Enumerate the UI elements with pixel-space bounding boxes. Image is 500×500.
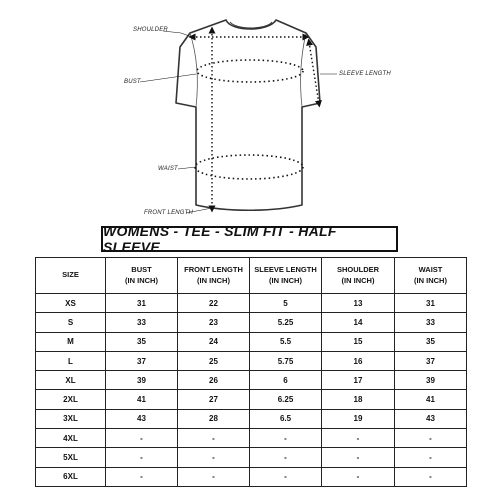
tshirt-illustration — [0, 0, 500, 222]
waist-measure-ellipse — [195, 155, 303, 179]
cell-size: XS — [36, 294, 106, 313]
header-shoulder: SHOULDER (IN INCH) — [322, 258, 395, 294]
cell-bust: - — [106, 467, 178, 486]
cell-size: 5XL — [36, 448, 106, 467]
cell-bust: 33 — [106, 313, 178, 332]
front-length-label: FRONT LENGTH — [144, 210, 194, 216]
table-row — [36, 448, 467, 467]
bust-label: BUST — [124, 79, 141, 85]
cell-front-length: - — [178, 429, 250, 448]
cell-size: 6XL — [36, 467, 106, 486]
cell-waist: 31 — [395, 294, 467, 313]
cell-sleeve-length: - — [250, 448, 322, 467]
cell-front-length: 24 — [178, 332, 250, 351]
table-row — [36, 467, 467, 486]
table-row — [36, 294, 467, 313]
cell-bust: 37 — [106, 351, 178, 370]
cell-bust: 31 — [106, 294, 178, 313]
bust-measure-ellipse — [197, 60, 303, 82]
cell-front-length: 26 — [178, 371, 250, 390]
cell-bust: 39 — [106, 371, 178, 390]
table-body — [36, 294, 467, 487]
cell-size: L — [36, 351, 106, 370]
header-bust: BUST (IN INCH) — [106, 258, 178, 294]
table-row — [36, 351, 467, 370]
cell-sleeve-length: 6.5 — [250, 409, 322, 428]
cell-sleeve-length: - — [250, 429, 322, 448]
cell-bust: - — [106, 429, 178, 448]
header-front-length: FRONT LENGTH (IN INCH) — [178, 258, 250, 294]
table-row — [36, 429, 467, 448]
cell-waist: - — [395, 429, 467, 448]
title-banner — [101, 223, 398, 255]
cell-sleeve-length: 5.25 — [250, 313, 322, 332]
cell-front-length: 22 — [178, 294, 250, 313]
cell-front-length: 28 — [178, 409, 250, 428]
cell-waist: 39 — [395, 371, 467, 390]
header-size: SIZE — [36, 258, 106, 294]
cell-shoulder: - — [322, 448, 395, 467]
cell-front-length: 27 — [178, 390, 250, 409]
cell-size: M — [36, 332, 106, 351]
cell-sleeve-length: 5.5 — [250, 332, 322, 351]
cell-shoulder: - — [322, 429, 395, 448]
cell-shoulder: 15 — [322, 332, 395, 351]
table-row — [36, 390, 467, 409]
cell-waist: 41 — [395, 390, 467, 409]
cell-bust: 35 — [106, 332, 178, 351]
cell-sleeve-length: 5 — [250, 294, 322, 313]
header-waist: WAIST (IN INCH) — [395, 258, 467, 294]
cell-front-length: 23 — [178, 313, 250, 332]
cell-shoulder: 17 — [322, 371, 395, 390]
cell-bust: - — [106, 448, 178, 467]
cell-front-length: - — [178, 448, 250, 467]
cell-bust: 41 — [106, 390, 178, 409]
cell-size: 2XL — [36, 390, 106, 409]
tshirt-outline — [176, 20, 320, 210]
cell-sleeve-length: 5.75 — [250, 351, 322, 370]
cell-shoulder: 14 — [322, 313, 395, 332]
cell-front-length: - — [178, 467, 250, 486]
table-row — [36, 313, 467, 332]
table-row — [36, 371, 467, 390]
shoulder-label: SHOULDER — [133, 27, 168, 33]
cell-shoulder: - — [322, 467, 395, 486]
cell-waist: 43 — [395, 409, 467, 428]
cell-size: S — [36, 313, 106, 332]
sleeve-length-label: SLEEVE LENGTH — [339, 71, 391, 77]
cell-waist: 33 — [395, 313, 467, 332]
page-title: WOMENS - TEE - SLIM FIT - HALF SLEEVE — [103, 223, 337, 255]
cell-shoulder: 19 — [322, 409, 395, 428]
cell-size: XL — [36, 371, 106, 390]
cell-sleeve-length: - — [250, 467, 322, 486]
cell-shoulder: 16 — [322, 351, 395, 370]
cell-front-length: 25 — [178, 351, 250, 370]
cell-waist: - — [395, 448, 467, 467]
cell-sleeve-length: 6.25 — [250, 390, 322, 409]
cell-waist: 37 — [395, 351, 467, 370]
cell-waist: - — [395, 467, 467, 486]
size-chart-table — [35, 257, 467, 487]
cell-waist: 35 — [395, 332, 467, 351]
cell-sleeve-length: 6 — [250, 371, 322, 390]
cell-size: 3XL — [36, 409, 106, 428]
cell-size: 4XL — [36, 429, 106, 448]
cell-shoulder: 18 — [322, 390, 395, 409]
tshirt-measurement-diagram — [0, 0, 500, 222]
waist-label: WAIST — [158, 166, 178, 172]
table-header-row — [36, 258, 467, 294]
cell-bust: 43 — [106, 409, 178, 428]
table-row — [36, 332, 467, 351]
cell-shoulder: 13 — [322, 294, 395, 313]
header-sleeve-length: SLEEVE LENGTH (IN INCH) — [250, 258, 322, 294]
table-row — [36, 409, 467, 428]
